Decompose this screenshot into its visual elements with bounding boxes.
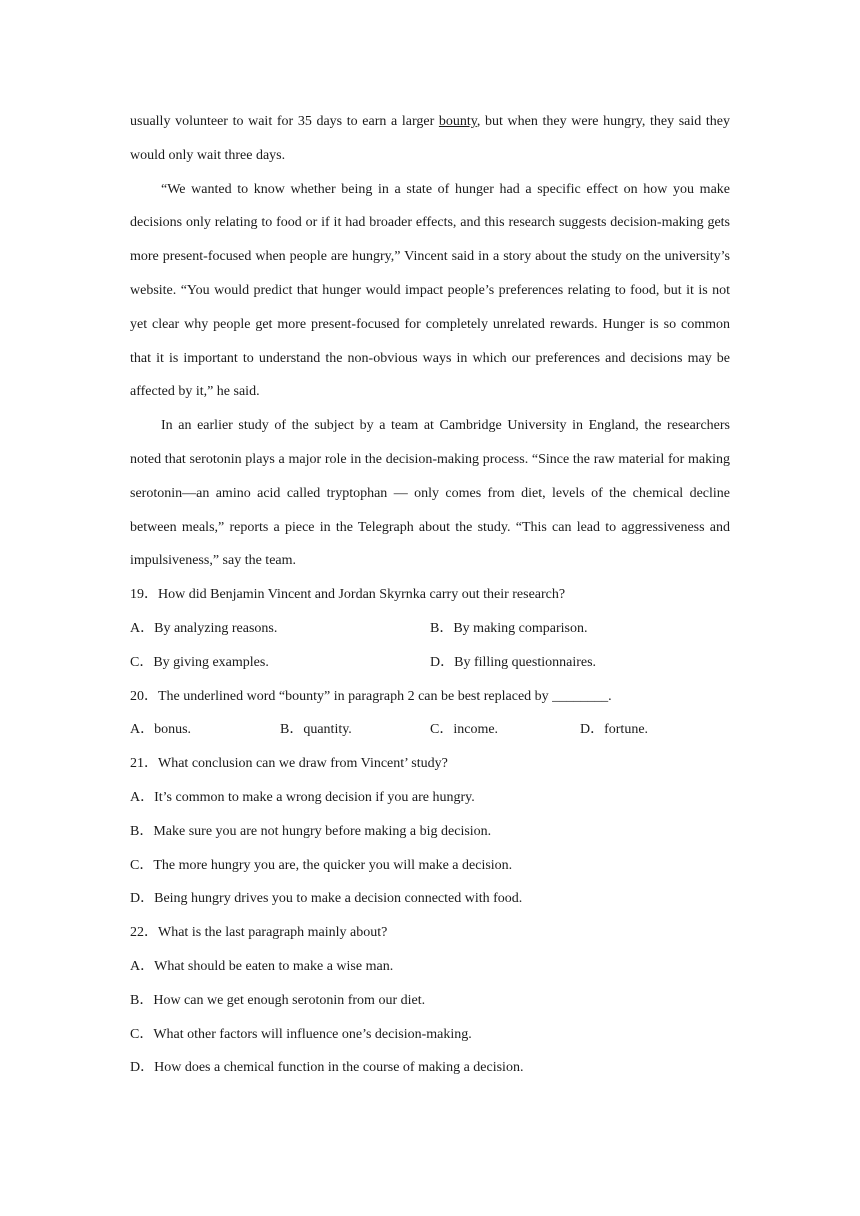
question-19-option-c: C．By giving examples.	[130, 654, 269, 670]
question-19-option-d: D．By filling questionnaires.	[430, 654, 597, 670]
question-20-option-b: B．quantity.	[280, 722, 352, 738]
question-19-stem: 19．How did Benjamin Vincent and Jordan Skyrnka carry out their research?	[130, 587, 566, 603]
question-20-option-c: C．income.	[430, 722, 499, 738]
question-21-option-a: A．It’s common to make a wrong decision if you are hungry.	[130, 789, 475, 805]
passage-paragraph-3: In an earlier study of the subject by a team at Cambridge University in England, the researchers noted that serotonin plays a major role in the decision-making process. “Since the raw material for making serotonin—an amino acid called tryptophan — only comes from diet, levels of the chemical decline between meals,” reports a piece in the Telegraph about the study. “This can lead to aggressiveness and impulsiveness,” say the team.	[130, 418, 730, 569]
question-20-options-row	[130, 713, 730, 747]
paragraph-text: usually volunteer to wait for 35 days to earn a larger	[130, 114, 439, 129]
question-20-option-a: A．bonus.	[130, 722, 192, 738]
question-19-options-row-2	[130, 646, 730, 680]
question-20-option-d: D．fortune.	[580, 722, 649, 738]
question-19-options-row-1	[130, 612, 730, 646]
question-22-stem: 22．What is the last paragraph mainly about?	[130, 925, 388, 941]
passage-paragraph-1	[130, 105, 730, 173]
question-22-option-c: C．What other factors will influence one’s decision-making.	[130, 1026, 472, 1042]
question-22-option-b: B．How can we get enough serotonin from our diet.	[130, 992, 426, 1008]
question-21-option-c: C．The more hungry you are, the quicker you will make a decision.	[130, 857, 513, 873]
question-22-option-d: D．How does a chemical function in the course of making a decision.	[130, 1060, 524, 1076]
question-21-stem: 21．What conclusion can we draw from Vincent’ study?	[130, 756, 448, 772]
question-19-option-a: A．By analyzing reasons.	[130, 620, 278, 636]
question-21-option-d: D．Being hungry drives you to make a decision connected with food.	[130, 891, 523, 907]
question-19-option-b: B．By making comparison.	[430, 620, 588, 636]
passage-paragraph-2: “We wanted to know whether being in a state of hunger had a specific effect on how you make decisions only relating to food or if it had broader effects, and this research suggests decision-making gets more present-focused when people are hungry,” Vincent said in a story about the study on the university’s website. “You would predict that hunger would impact people’s preferences relating to food, but it is not yet clear why people get more present-focused for completely unrelated rewards. Hunger is so common that it is important to understand the non-obvious ways in which our preferences and decisions may be affected by it,” he said.	[130, 181, 730, 400]
underlined-word: bounty	[438, 114, 477, 129]
question-22-option-a: A．What should be eaten to make a wise man.	[130, 958, 394, 974]
question-20-stem: 20．The underlined word “bounty” in paragraph 2 can be best replaced by ________.	[130, 688, 612, 704]
document-page	[130, 105, 730, 1085]
question-21-option-b: B．Make sure you are not hungry before making a big decision.	[130, 823, 492, 839]
paragraph-text: , but when they were hungry, they said they would only wait three days.	[130, 114, 731, 163]
